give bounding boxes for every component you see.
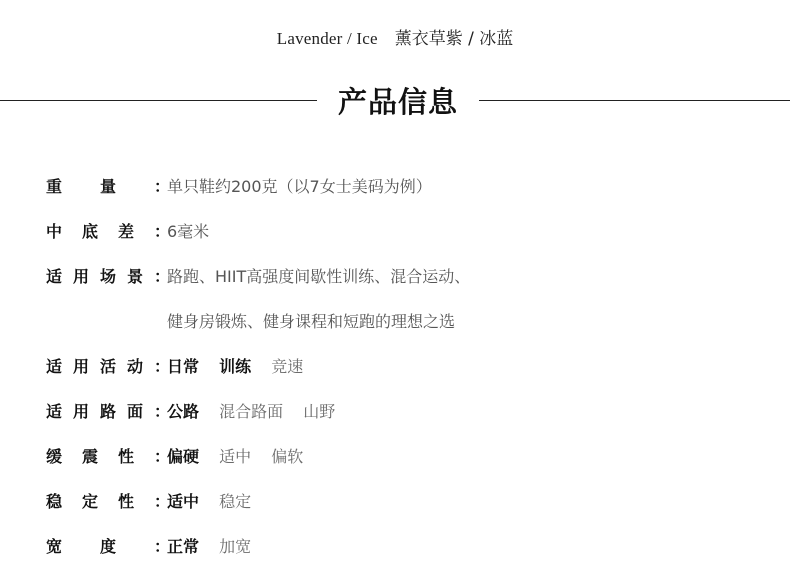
label-char: 面 bbox=[127, 402, 144, 421]
header-rule-right bbox=[479, 100, 790, 101]
option-moderate: 适中 bbox=[219, 447, 252, 466]
label-char: 度 bbox=[100, 537, 117, 556]
label-char: 性 bbox=[118, 447, 135, 466]
label-colon: ： bbox=[154, 222, 171, 241]
option-neutral: 适中 bbox=[167, 492, 200, 511]
label-char: 适 bbox=[46, 267, 63, 286]
label-char: 中 bbox=[46, 222, 63, 241]
label-char: 稳 bbox=[46, 492, 63, 511]
spec-label-surface bbox=[46, 400, 170, 424]
label-colon: ： bbox=[154, 177, 171, 196]
label-char: 缓 bbox=[46, 447, 63, 466]
section-title: 产品信息 bbox=[337, 85, 458, 119]
label-colon: ： bbox=[154, 492, 171, 511]
product-info-header bbox=[0, 84, 790, 120]
label-char: 定 bbox=[82, 492, 99, 511]
label-char: 动 bbox=[127, 357, 144, 376]
label-colon: ： bbox=[154, 537, 171, 556]
option-training: 训练 bbox=[219, 357, 252, 376]
option-trail: 山野 bbox=[303, 402, 336, 421]
label-colon: ： bbox=[154, 357, 171, 376]
option-firm: 偏硬 bbox=[167, 447, 200, 466]
label-char: 用 bbox=[73, 357, 90, 376]
label-char: 用 bbox=[73, 267, 90, 286]
spec-options-activity bbox=[167, 355, 318, 379]
option-racing: 竞速 bbox=[271, 357, 304, 376]
option-mixed-terrain: 混合路面 bbox=[219, 402, 284, 421]
spec-label-heel-drop bbox=[46, 220, 170, 244]
spec-options-stability bbox=[167, 490, 266, 514]
label-char: 景 bbox=[127, 267, 144, 286]
spec-label-activity bbox=[46, 355, 170, 379]
label-char: 量 bbox=[100, 177, 117, 196]
spec-label-cushion bbox=[46, 445, 170, 469]
colorway-line bbox=[0, 24, 790, 49]
option-soft: 偏软 bbox=[271, 447, 304, 466]
option-daily: 日常 bbox=[167, 357, 200, 376]
colorway-english: Lavender / Ice bbox=[276, 29, 378, 48]
spec-label-scenario bbox=[46, 265, 170, 289]
spec-label-stability bbox=[46, 490, 170, 514]
spec-options-width bbox=[167, 535, 266, 559]
label-colon: ： bbox=[154, 267, 171, 286]
option-stable: 稳定 bbox=[219, 492, 252, 511]
label-char: 底 bbox=[82, 222, 99, 241]
spec-options-cushion bbox=[167, 445, 318, 469]
spec-value-scenario-line-2: 健身房锻炼、健身课程和短跑的理想之选 bbox=[167, 312, 456, 331]
label-char: 用 bbox=[73, 402, 90, 421]
label-char: 性 bbox=[118, 492, 135, 511]
spec-value-weight: 单只鞋约200克（以7女士美码为例） bbox=[167, 177, 432, 196]
label-colon: ： bbox=[154, 447, 171, 466]
spec-label-width bbox=[46, 535, 170, 559]
label-char: 适 bbox=[46, 357, 63, 376]
option-wide: 加宽 bbox=[219, 537, 252, 556]
option-road: 公路 bbox=[167, 402, 200, 421]
label-char: 震 bbox=[82, 447, 99, 466]
header-rule-left bbox=[0, 100, 317, 101]
label-char: 适 bbox=[46, 402, 63, 421]
colorway-chinese: 薰衣草紫 / 冰蓝 bbox=[394, 29, 514, 49]
spec-options-surface bbox=[167, 400, 350, 424]
label-char: 重 bbox=[46, 177, 63, 196]
spec-value-scenario-line-1: 路跑、HIIT高强度间歇性训练、混合运动、 bbox=[167, 267, 471, 286]
label-colon: ： bbox=[154, 402, 171, 421]
option-regular: 正常 bbox=[167, 537, 200, 556]
label-char: 路 bbox=[100, 402, 117, 421]
label-char: 场 bbox=[100, 267, 117, 286]
spec-value-heel-drop: 6毫米 bbox=[167, 222, 210, 241]
label-char: 活 bbox=[100, 357, 117, 376]
label-char: 差 bbox=[118, 222, 135, 241]
label-char: 宽 bbox=[46, 537, 63, 556]
spec-label-weight bbox=[46, 175, 170, 199]
